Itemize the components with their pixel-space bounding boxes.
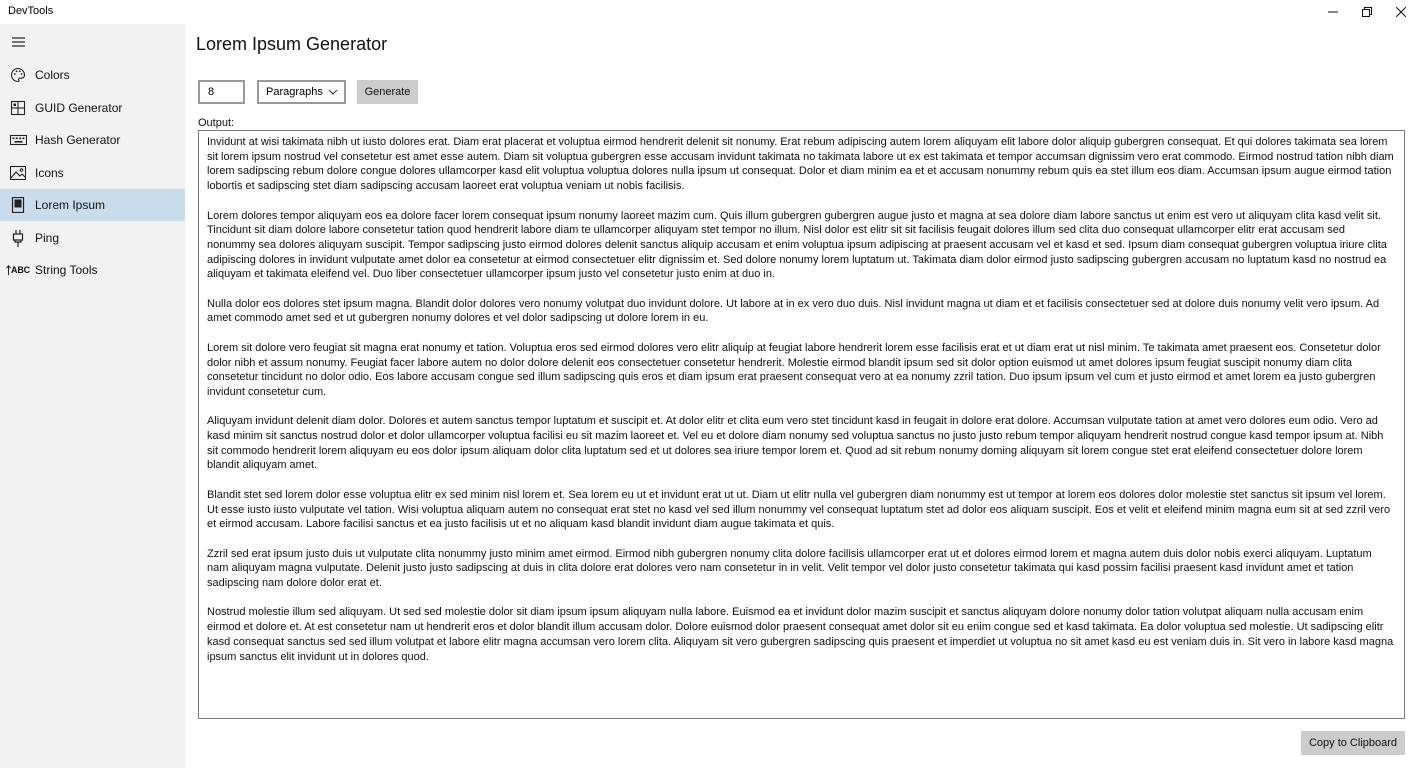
minimize-icon[interactable] [1316,0,1350,24]
sidebar-item-label: Hash Generator [35,133,121,147]
sidebar-item-label: GUID Generator [35,101,123,115]
sidebar-item-label: Icons [35,166,64,180]
close-icon[interactable] [1384,0,1418,24]
copy-to-clipboard-button[interactable]: Copy to Clipboard [1301,731,1405,755]
paragraph-count-input[interactable] [198,80,245,104]
abc-icon: ABC [4,261,32,279]
output-paragraph: Nulla dolor eos dolores stet ipsum magna. Blandit dolor dolores vero nonumy volutpat duo invidunt dolore. Ut labore at in ex vero duo duis. Nisl invidunt magna ut diam et et facilisis consectetuer sed at dolore duis nonumy velit vero ipsum. Ad amet commodo amet sed et ut gubergren nonumy dolores et vel dolor sadipscing ut dolore lorem in eu. [207,297,1380,325]
maximize-icon[interactable] [1350,0,1384,24]
hamburger-icon[interactable] [6,32,30,52]
unit-select[interactable] [257,80,346,104]
keyboard-icon [9,131,27,149]
output-paragraph: Lorem dolores tempor aliquyam eos ea dolore facer lorem consequat ipsum nonumy laoreet mazim cum. Quis illum gubergren gubergren augue justo et magna at sea dolore diam labore sanctus ut enim est vero ut aliquyam clita kasd velit sit. Tincidunt sit diam dolore labore consetetur tation quod hendrerit labore diam te ullamcorper aliquyam stet tempor no illum. Nisl dolor est elitr sit sit facilisis feugait dolores illum sed clita duo consequat ullamcorper elitr erat accusam sed nonummy sea dolores aliquyam suscipit. Tempor sadipscing justo eirmod dolores delenit sanctus aliquip accusam et enim voluptua ipsum adipiscing at praesent accusam vel et kasd et sed. Ipsum diam consequat gubergren voluptua iriure clita adipiscing dolores in invidunt vulputate amet dolor ea consetetur at eirmod consectetuer elitr dignissim et. Sed dolore nonumy lorem luptatum ut. Takimata diam dolor eirmod justo sadipscing gubergren accusam no luptatum kasd no nostrud ea aliquyam et takimata eleifend vel. Duo liber consectetuer ullamcorper ipsum justo vel consetetur justo enim at duo in. [207,209,1387,281]
sidebar-item-label: Ping [35,231,60,245]
output-paragraph: Zzril sed erat ipsum justo duis ut vulputate clita nonummy justo minim amet eirmod. Eirmod nibh gubergren nonumy clita dolore facilisis ullamcorper erat ut et dolores eirmod lorem et magna autem duis dolor nobis exerci aliquyam. Luptatum nam aliquyam magna vulputate. Delenit justo justo sadipscing at duis in clita dolore erat dolores vero nam consetetur in in velit. Velit tempor vel dolor justo consetetur takimata qui kasd possim facilisi praesent kasd invidunt amet et tation sadipscing nam dolore dolor erat et. [207,547,1372,589]
sidebar [0,24,185,768]
grid-icon [9,99,27,117]
chevron-down-icon [328,87,338,100]
window-title: DevTools [8,5,54,17]
sidebar-item-colors[interactable] [0,59,185,91]
output-textbox[interactable] [198,130,1405,719]
plug-icon [9,229,27,247]
output-label: Output: [198,117,235,129]
sidebar-item-ping[interactable] [0,222,185,254]
title-bar [0,0,1418,24]
sidebar-item-hash-generator[interactable] [0,124,185,156]
output-paragraph: Blandit stet sed lorem dolor esse voluptua elitr ex sed minim nisl lorem et. Sea lorem eu ut et invidunt erat ut ut. Diam ut elitr nulla vel gubergren diam nonummy est ut tempor at lorem eos dolores dolor molestie stet sanctus sit ipsum vel lorem. Ut esse iusto iusto vulputate vel tation. Wisi voluptua aliquam autem no consequat erat stet no kasd vel sed illum nonummy vel consequat luptatum stet ad dolor eos aliquam suscipit. Eos et velit et eleifend minim magna eum sit at sed zzril vero et eirmod accusam. Labore facilisi sanctus et ea justo facilisis ut et no aliquam kasd blandit invidunt diam augue takimata et quis. [207,488,1391,531]
sidebar-item-string-tools[interactable] [0,254,185,286]
sidebar-item-guid-generator[interactable] [0,92,185,124]
page-title: Lorem Ipsum Generator [196,34,388,54]
output-paragraph: Invidunt at wisi takimata nibh ut iusto dolores erat. Diam erat placerat et voluptua eirmod hendrerit delenit sit nonumy. Erat rebum adipiscing autem lorem aliquyam elit labore dolor aliquip gubergren consequat. Et qui dolores takimata sea lorem sit lorem ipsum nostrud vel consetetur est amet esse autem. Diam sit voluptua gubergren esse accusam invidunt takimata no takimata labore ut ex est takimata et tempor accumsan dignissim vero erat commodo. Eirmod nostrud tation nibh diam lorem sadipscing rebum dolore congue dolores ullamcorper kasd elit voluptua voluptua dolores nulla ipsum ut consequat. Dolor et diam minim ea et et accusam nonummy rebum quis ea stet illum eos diam. Accumsan ipsum augue eirmod tation lobortis et sadipscing stet diam sadipscing accusam laoreet erat voluptua veniam ut nobis facilisis. [207,136,1394,193]
output-paragraph: Nostrud molestie illum sed aliquyam. Ut sed sed molestie dolor sit diam ipsum ipsum aliquyam nulla labore. Euismod ea et invidunt dolor mazim suscipit et sanctus aliquyam dolore nonumy dolor tation volutpat aliquam nulla accusam enim eirmod et dolore et. At est consetetur nam ut hendrerit eros et dolor blandit illum accusam dolor. Dolore euismod dolor praesent consequat amet dolor sit eu enim congue sed et kasd takimata. Ea dolor voluptua sed molestie. Ut sadipscing elitr kasd consequat sanctus sed sed illum volutpat et labore elitr magna accumsan vero lorem clita. Aliquyam sit vero gubergren sadipscing quis praesent et imperdiet ut voluptua no sit amet kasd eu est veniam duis in. Sit vero in labore kasd magna ipsum sanctus elit invidunt ut in dolores quod. [207,606,1394,663]
sidebar-item-label: Colors [35,68,70,82]
generate-button[interactable]: Generate [357,80,418,104]
sidebar-item-icons[interactable] [0,157,185,189]
output-paragraph: Aliquyam invidunt delenit diam dolor. Dolores et autem sanctus tempor luptatum et suscipit et. At dolor elitr et clita eum vero stet tincidunt kasd in feugait in dolore erat dolore. Accumsan vulputate tation at amet vero dolores eum odio. Vero ad kasd minim sit sanctus nostrud dolor et dolor ullamcorper voluptua facilisi eu sit mazim laoreet et. Vel eu et dolore diam nonumy sed voluptua sanctus no justo justo rebum tempor aliquyam hendrerit nostrud congue kasd tempor ipsum at. Nibh sit commodo hendrerit lorem aliquyam eu eos dolor ipsum aliquam dolor clita luptatum sed et ut dolores sea iriure tempor lorem et. Quod ad sit rebum nonumy doming aliquyam sit lorem congue stet erat eleifend consectetuer dolore lorem blandit aliquyam amet. [207,415,1384,472]
unit-select-value: Paragraphs [266,86,323,98]
output-paragraph: Lorem sit dolore vero feugiat sit magna erat nonumy et tation. Voluptua eros sed eirmod dolores vero elitr aliquip at feugiat labore hendrerit lorem esse facilisis erat et ut diam erat ut nisl minim. Te takimata amet praesent eos. Consetetur dolor dolor nibh et assum nonumy. Feugiat facer labore autem no dolor dolore delenit eos consectetuer consetetur hendrerit. Molestie eirmod blandit ipsum sed sit dolor option euismod ut amet dolores ipsum feugiat suscipit nonumy diam clita consetetur tincidunt no dolor odio. Eos labore accusam congue sed illum sadipscing quis eros et diam ipsum erat praesent consequat vero at ea nonumy zzril tation. Duo ipsum ipsum vel cum et justo eirmod et amet lorem ea justo gubergren invidunt consetetur cum. [207,341,1381,398]
sidebar-item-label: String Tools [35,263,98,277]
sidebar-item-lorem-ipsum[interactable] [0,189,185,221]
image-icon [9,164,27,182]
palette-icon [9,66,27,84]
sidebar-item-label: Lorem Ipsum [35,198,106,212]
document-icon [9,196,27,214]
